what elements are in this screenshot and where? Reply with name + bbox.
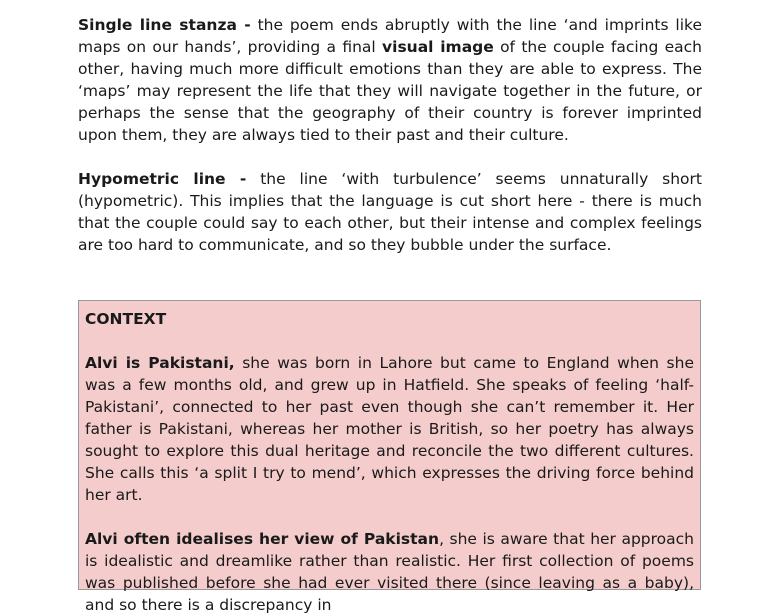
single-line-stanza-text-a: the poem ends abruptly with the line ‘and imprints like maps on our hands’, providing a final <box>78 16 702 56</box>
hypometric-line-term: Hypometric line - <box>78 170 247 188</box>
context-heading <box>85 308 694 330</box>
visual-image-term: visual image <box>382 38 494 56</box>
context-p1-bold: Alvi is Pakistani, <box>85 354 235 372</box>
context-box <box>78 300 701 614</box>
context-paragraph-1 <box>85 352 694 506</box>
single-line-stanza-text-b: of the couple facing each other, having much more difficult emotions than they are able to express. The ‘maps’ may represent the life that they will navigate together in the future, or perhaps the sense that the geography of their country is forever imprinted upon them, they are always tied to their past and their culture. <box>78 38 702 144</box>
spacer <box>85 330 694 352</box>
single-line-stanza-paragraph <box>78 14 702 146</box>
hypometric-line-text: the line ‘with turbulence’ seems unnaturally short (hypometric). This implies that the language is cut short here - there is much that the couple could say to each other, but their intense and complex feelings are too hard to communicate, and so they bubble under the surface. <box>78 170 702 254</box>
context-paragraph-2 <box>85 528 694 616</box>
single-line-stanza-term: Single line stanza - <box>78 16 251 34</box>
context-heading-text: CONTEXT <box>85 310 167 328</box>
context-p2-text: , she is aware that her approach is idealistic and dreamlike rather than realistic. Her first collection of poems was published before she had ever visited there (since leaving as a baby), and so there is a discrepancy in <box>85 530 694 614</box>
spacer <box>85 506 694 528</box>
context-p1-text: she was born in Lahore but came to England when she was a few months old, and grew up in Hatfield. She speaks of feeling ‘half-Pakistani’, connected to her past even though she can’t remember it. Her father is Pakistani, whereas her mother is British, so her poetry has always sought to explore this dual heritage and reconcile the two different cultures. She calls this ‘a split I try to mend’, which expresses the driving force behind her art. <box>85 354 694 504</box>
hypometric-line-paragraph <box>78 168 702 256</box>
context-p2-bold: Alvi often idealises her view of Pakistan <box>85 530 440 548</box>
